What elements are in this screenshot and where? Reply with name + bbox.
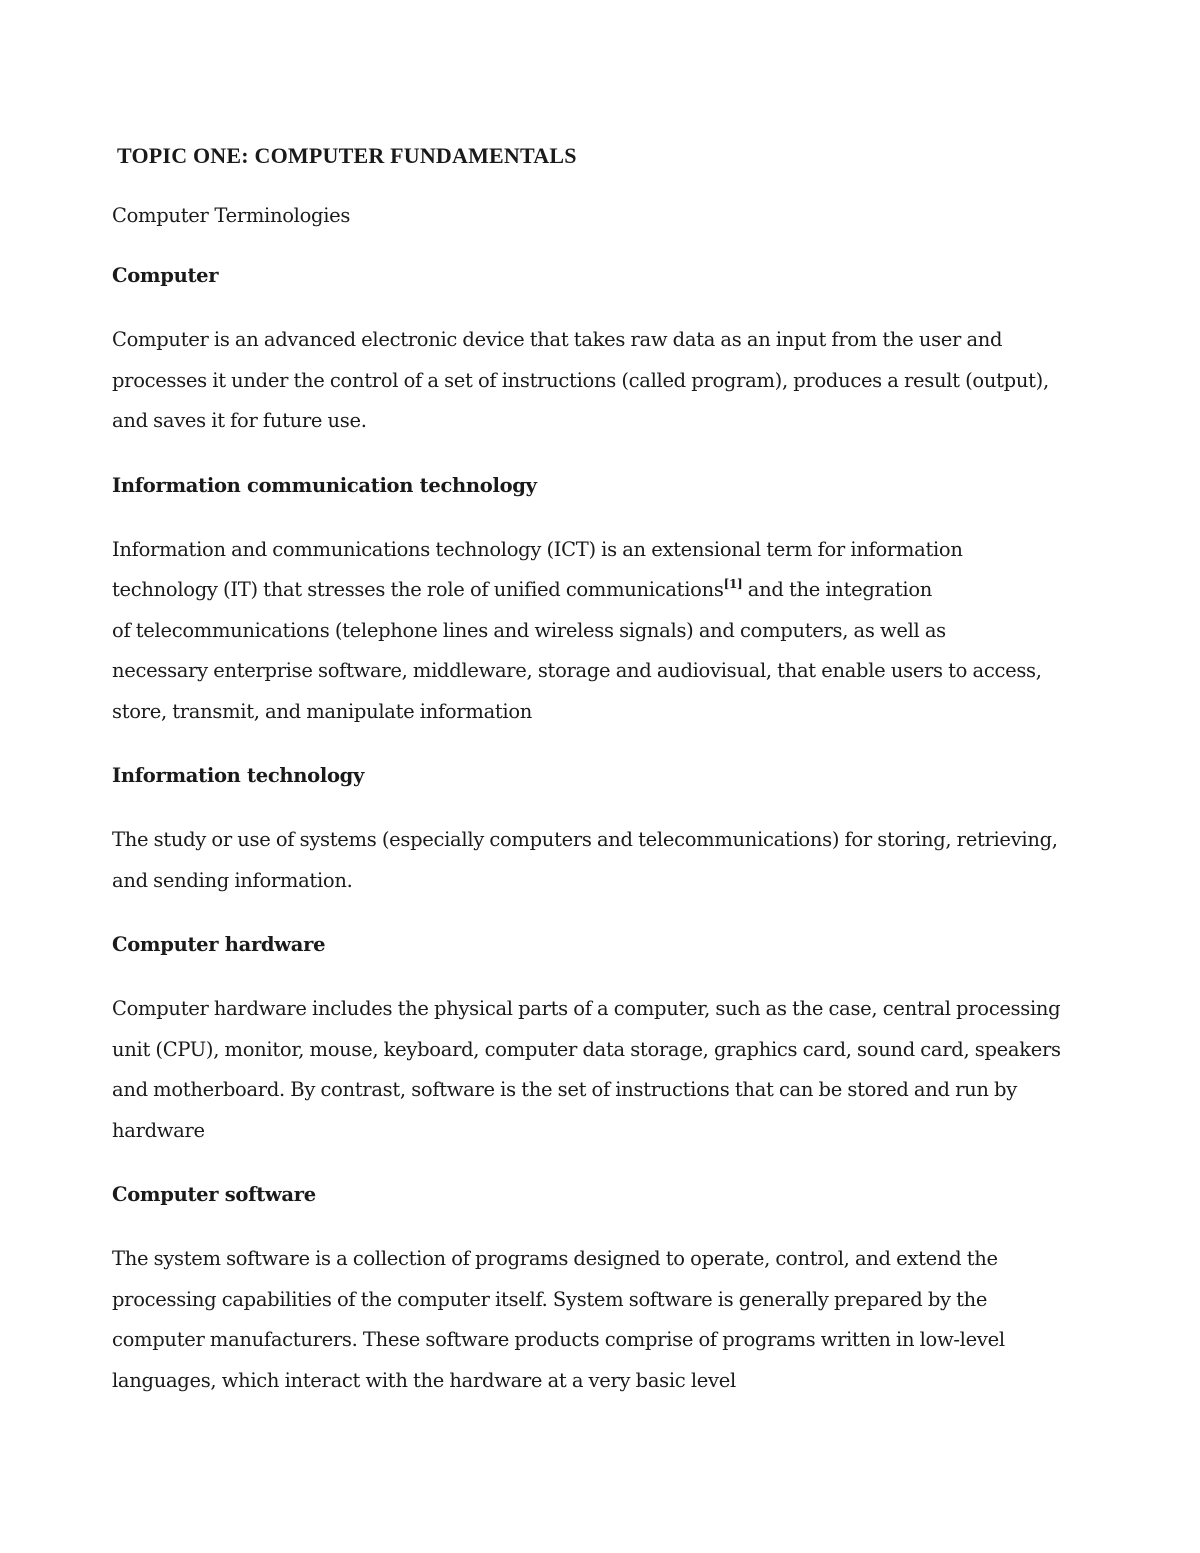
document-page [112, 140, 1062, 1429]
paragraph-hardware [112, 989, 1062, 1151]
topic-title: TOPIC ONE: COMPUTER FUNDAMENTALS [117, 143, 577, 168]
paragraph-line [112, 570, 1062, 611]
paragraph-ict [112, 530, 1062, 733]
paragraph-line: and motherboard. By contrast, software is the set of instructions that can be stored and run by [112, 1078, 1017, 1101]
paragraph-line-tail: and the integration [742, 578, 933, 601]
paragraph-line: unit (CPU), monitor, mouse, keyboard, computer data storage, graphics card, sound card, speakers [112, 1037, 1061, 1061]
paragraph-line: store, transmit, and manipulate information [112, 699, 533, 723]
paragraph-line: The system software is a collection of programs designed to operate, control, and extend the [112, 1247, 998, 1270]
paragraph-line: of telecommunications (telephone lines and wireless signals) and computers, as well as [112, 618, 946, 642]
paragraph-it [112, 820, 1062, 901]
paragraph-line-text: technology (IT) that stresses the role of unified communications [112, 578, 724, 601]
paragraph-line: languages, which interact with the hardware at a very basic level [112, 1368, 736, 1392]
paragraph-line: necessary enterprise software, middleware, storage and audiovisual, that enable users to access, [112, 659, 1042, 682]
section-heading-computer: Computer [112, 264, 219, 287]
section-heading-it: Information technology [112, 764, 365, 787]
paragraph-software [112, 1239, 1062, 1401]
paragraph-line: and sending information. [112, 868, 353, 892]
section-heading-hardware: Computer hardware [112, 933, 326, 956]
paragraph-line: Computer is an advanced electronic device that takes raw data as an input from the user and [112, 328, 1003, 351]
section-heading-software: Computer software [112, 1183, 316, 1206]
paragraph-line: and saves it for future use. [112, 409, 367, 432]
paragraph-line: Computer hardware includes the physical parts of a computer, such as the case, central processing [112, 997, 1061, 1020]
paragraph-line: hardware [112, 1118, 205, 1142]
section-heading-ict: Information communication technology [112, 473, 537, 497]
paragraph-line: The study or use of systems (especially computers and telecommunications) for storing, retrieving, [112, 828, 1058, 851]
paragraph-line: computer manufacturers. These software products comprise of programs written in low-level [112, 1328, 1005, 1351]
document-subtitle: Computer Terminologies [112, 204, 351, 227]
paragraph-computer [112, 320, 1062, 442]
paragraph-line: processing capabilities of the computer itself. System software is generally prepared by the [112, 1287, 988, 1311]
paragraph-line: Information and communications technology (ICT) is an extensional term for information [112, 537, 963, 561]
paragraph-line: processes it under the control of a set of instructions (called program), produces a result (output), [112, 368, 1049, 392]
footnote-reference-link[interactable]: [1] [723, 577, 743, 591]
